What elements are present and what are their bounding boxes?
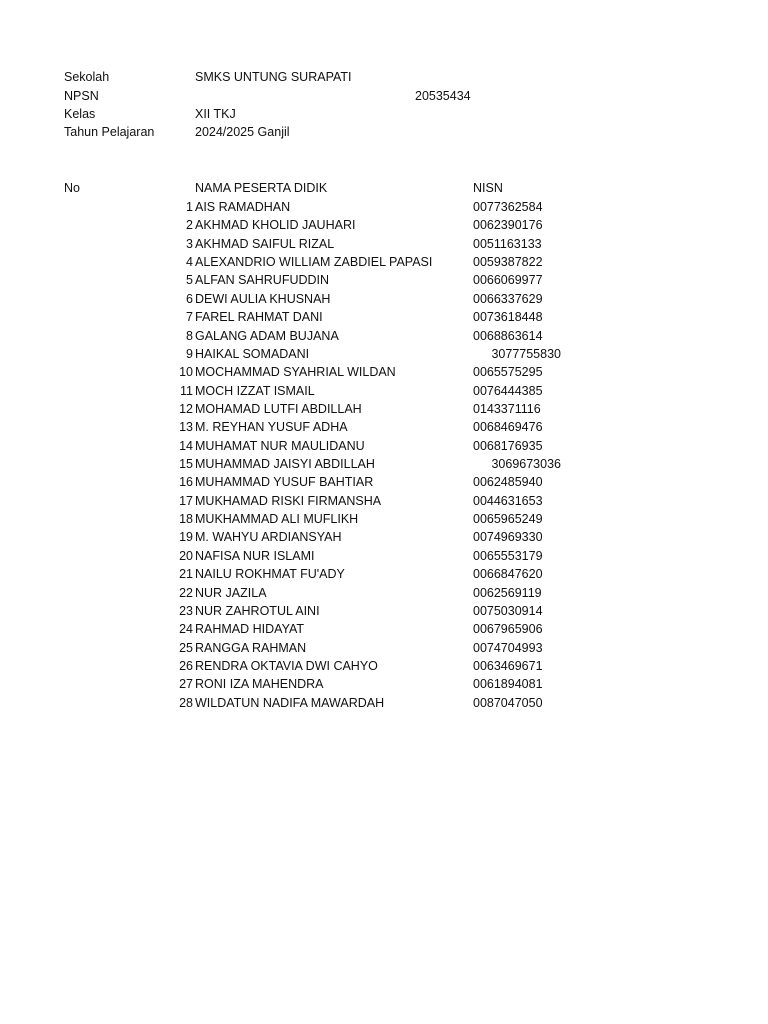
student-nisn: 0068469476: [473, 420, 543, 435]
row-number: 7: [186, 310, 193, 325]
table-row: [0, 603, 768, 621]
row-number: 11: [180, 383, 193, 398]
row-number: 12: [179, 401, 193, 416]
student-name: AKHMAD SAIFUL RIZAL: [195, 236, 335, 251]
student-nisn: 0065553179: [473, 548, 543, 563]
student-nisn: 0065575295: [473, 365, 543, 380]
npsn-value: 20535434: [415, 89, 471, 103]
table-row: [0, 566, 768, 584]
table-row: [0, 548, 768, 566]
table-row: [0, 254, 768, 272]
student-nisn: 0076444385: [473, 383, 543, 398]
student-name: MUHAMAT NUR MAULIDANU: [195, 438, 365, 453]
row-number: 19: [179, 530, 193, 545]
student-nisn: 0074704993: [473, 640, 543, 655]
student-nisn: 0066847620: [473, 567, 543, 582]
student-nisn: 0067965906: [473, 622, 543, 637]
row-number: 13: [179, 420, 193, 435]
row-number: 2: [186, 218, 193, 233]
table-row: [0, 419, 768, 437]
table-row: [0, 493, 768, 511]
student-name: MOHAMAD LUTFI ABDILLAH: [195, 401, 362, 416]
table-row: [0, 640, 768, 658]
row-number: 8: [186, 328, 193, 343]
student-nisn: 3069673036: [491, 457, 561, 472]
student-nisn: 0062390176: [473, 218, 543, 233]
kelas-value: XII TKJ: [195, 107, 236, 121]
row-number: 15: [179, 457, 193, 472]
table-row: [0, 383, 768, 401]
row-number: 16: [179, 475, 193, 490]
student-nisn: 0073618448: [473, 310, 543, 325]
student-name: ALEXANDRIO WILLIAM ZABDIEL PAPASI: [195, 255, 433, 270]
student-name: MUKHAMAD RISKI FIRMANSHA: [195, 493, 382, 508]
row-number: 3: [186, 236, 193, 251]
student-table: [0, 199, 768, 713]
table-row: [0, 511, 768, 529]
table-row: [0, 236, 768, 254]
table-row: [0, 474, 768, 492]
table-row: [0, 585, 768, 603]
row-number: 25: [179, 640, 193, 655]
table-row: [0, 309, 768, 327]
student-nisn: 0074969330: [473, 530, 543, 545]
student-nisn: 0059387822: [473, 255, 543, 270]
student-name: MUHAMMAD JAISYI ABDILLAH: [195, 457, 375, 472]
student-name: RENDRA OKTAVIA DWI CAHYO: [195, 658, 378, 673]
column-header-nisn: NISN: [473, 181, 503, 195]
student-nisn: 0077362584: [473, 200, 543, 214]
row-number: 20: [179, 548, 193, 563]
row-number: 24: [179, 622, 193, 637]
row-number: 27: [179, 677, 193, 692]
table-row: [0, 364, 768, 382]
student-nisn: 0062569119: [473, 585, 542, 600]
student-nisn: 0065965249: [473, 512, 543, 527]
student-name: AKHMAD KHOLID JAUHARI: [195, 218, 356, 233]
table-row: [0, 217, 768, 235]
row-number: 5: [186, 273, 193, 288]
sekolah-value: SMKS UNTUNG SURAPATI: [195, 70, 352, 84]
student-name: ALFAN SAHRUFUDDIN: [195, 273, 330, 288]
row-number: 9: [186, 346, 193, 361]
student-nisn: 3077755830: [491, 346, 561, 361]
student-name: RONI IZA MAHENDRA: [195, 677, 324, 692]
row-number: 4: [186, 255, 193, 270]
kelas-label: Kelas: [64, 107, 96, 121]
student-nisn: 0062485940: [473, 475, 543, 490]
sekolah-label: Sekolah: [64, 70, 110, 84]
student-nisn: 0044631653: [473, 493, 543, 508]
table-row: [0, 291, 768, 309]
student-nisn: 0087047050: [473, 695, 543, 710]
student-nisn: 0051163133: [473, 236, 542, 251]
student-name: HAIKAL SOMADANI: [195, 346, 310, 361]
row-number: 10: [179, 365, 193, 380]
row-number: 21: [179, 567, 193, 582]
student-name: FAREL RAHMAT DANI: [195, 310, 323, 325]
table-row: [0, 272, 768, 290]
student-name: NUR ZAHROTUL AINI: [195, 603, 320, 618]
student-nisn: 0061894081: [473, 677, 543, 692]
student-name: MOCHAMMAD SYAHRIAL WILDAN: [195, 365, 396, 380]
student-name: RANGGA RAHMAN: [195, 640, 307, 655]
table-row: [0, 695, 768, 713]
student-nisn: 0066337629: [473, 291, 543, 306]
row-number: 22: [179, 585, 193, 600]
table-row: [0, 328, 768, 346]
column-header-no: No: [64, 181, 80, 195]
student-name: M. WAHYU ARDIANSYAH: [195, 530, 342, 545]
table-row: [0, 621, 768, 639]
student-name: GALANG ADAM BUJANA: [195, 328, 339, 343]
table-row: [0, 676, 768, 694]
student-nisn: 0075030914: [473, 603, 543, 618]
table-row: [0, 199, 768, 217]
student-name: AIS RAMADHAN: [195, 200, 291, 214]
table-row: [0, 456, 768, 474]
student-name: MOCH IZZAT ISMAIL: [195, 383, 315, 398]
table-row: [0, 438, 768, 456]
student-nisn: 0143371116: [473, 401, 541, 416]
student-name: MUKHAMMAD ALI MUFLIKH: [195, 512, 359, 527]
student-nisn: 0066069977: [473, 273, 543, 288]
table-row: [0, 346, 768, 364]
student-name: M. REYHAN YUSUF ADHA: [195, 420, 348, 435]
row-number: 26: [179, 658, 193, 673]
npsn-label: NPSN: [64, 89, 99, 103]
row-number: 6: [186, 291, 193, 306]
student-name: NUR JAZILA: [195, 585, 267, 600]
table-row: [0, 658, 768, 676]
column-header-nama: NAMA PESERTA DIDIK: [195, 181, 328, 195]
student-name: NAILU ROKHMAT FU'ADY: [195, 567, 345, 582]
row-number: 1: [186, 200, 193, 214]
student-name: RAHMAD HIDAYAT: [195, 622, 305, 637]
table-row: [0, 529, 768, 547]
row-number: 28: [179, 695, 193, 710]
student-nisn: 0068176935: [473, 438, 543, 453]
student-nisn: 0068863614: [473, 328, 543, 343]
student-nisn: 0063469671: [473, 658, 543, 673]
row-number: 18: [179, 512, 193, 527]
student-name: MUHAMMAD YUSUF BAHTIAR: [195, 475, 374, 490]
student-name: DEWI AULIA KHUSNAH: [195, 291, 331, 306]
tahun-pelajaran-label: Tahun Pelajaran: [64, 125, 155, 139]
student-name: WILDATUN NADIFA MAWARDAH: [195, 695, 385, 710]
tahun-pelajaran-value: 2024/2025 Ganjil: [195, 125, 290, 139]
row-number: 17: [179, 493, 193, 508]
row-number: 14: [179, 438, 193, 453]
row-number: 23: [179, 603, 193, 618]
student-name: NAFISA NUR ISLAMI: [195, 548, 315, 563]
table-row: [0, 401, 768, 419]
